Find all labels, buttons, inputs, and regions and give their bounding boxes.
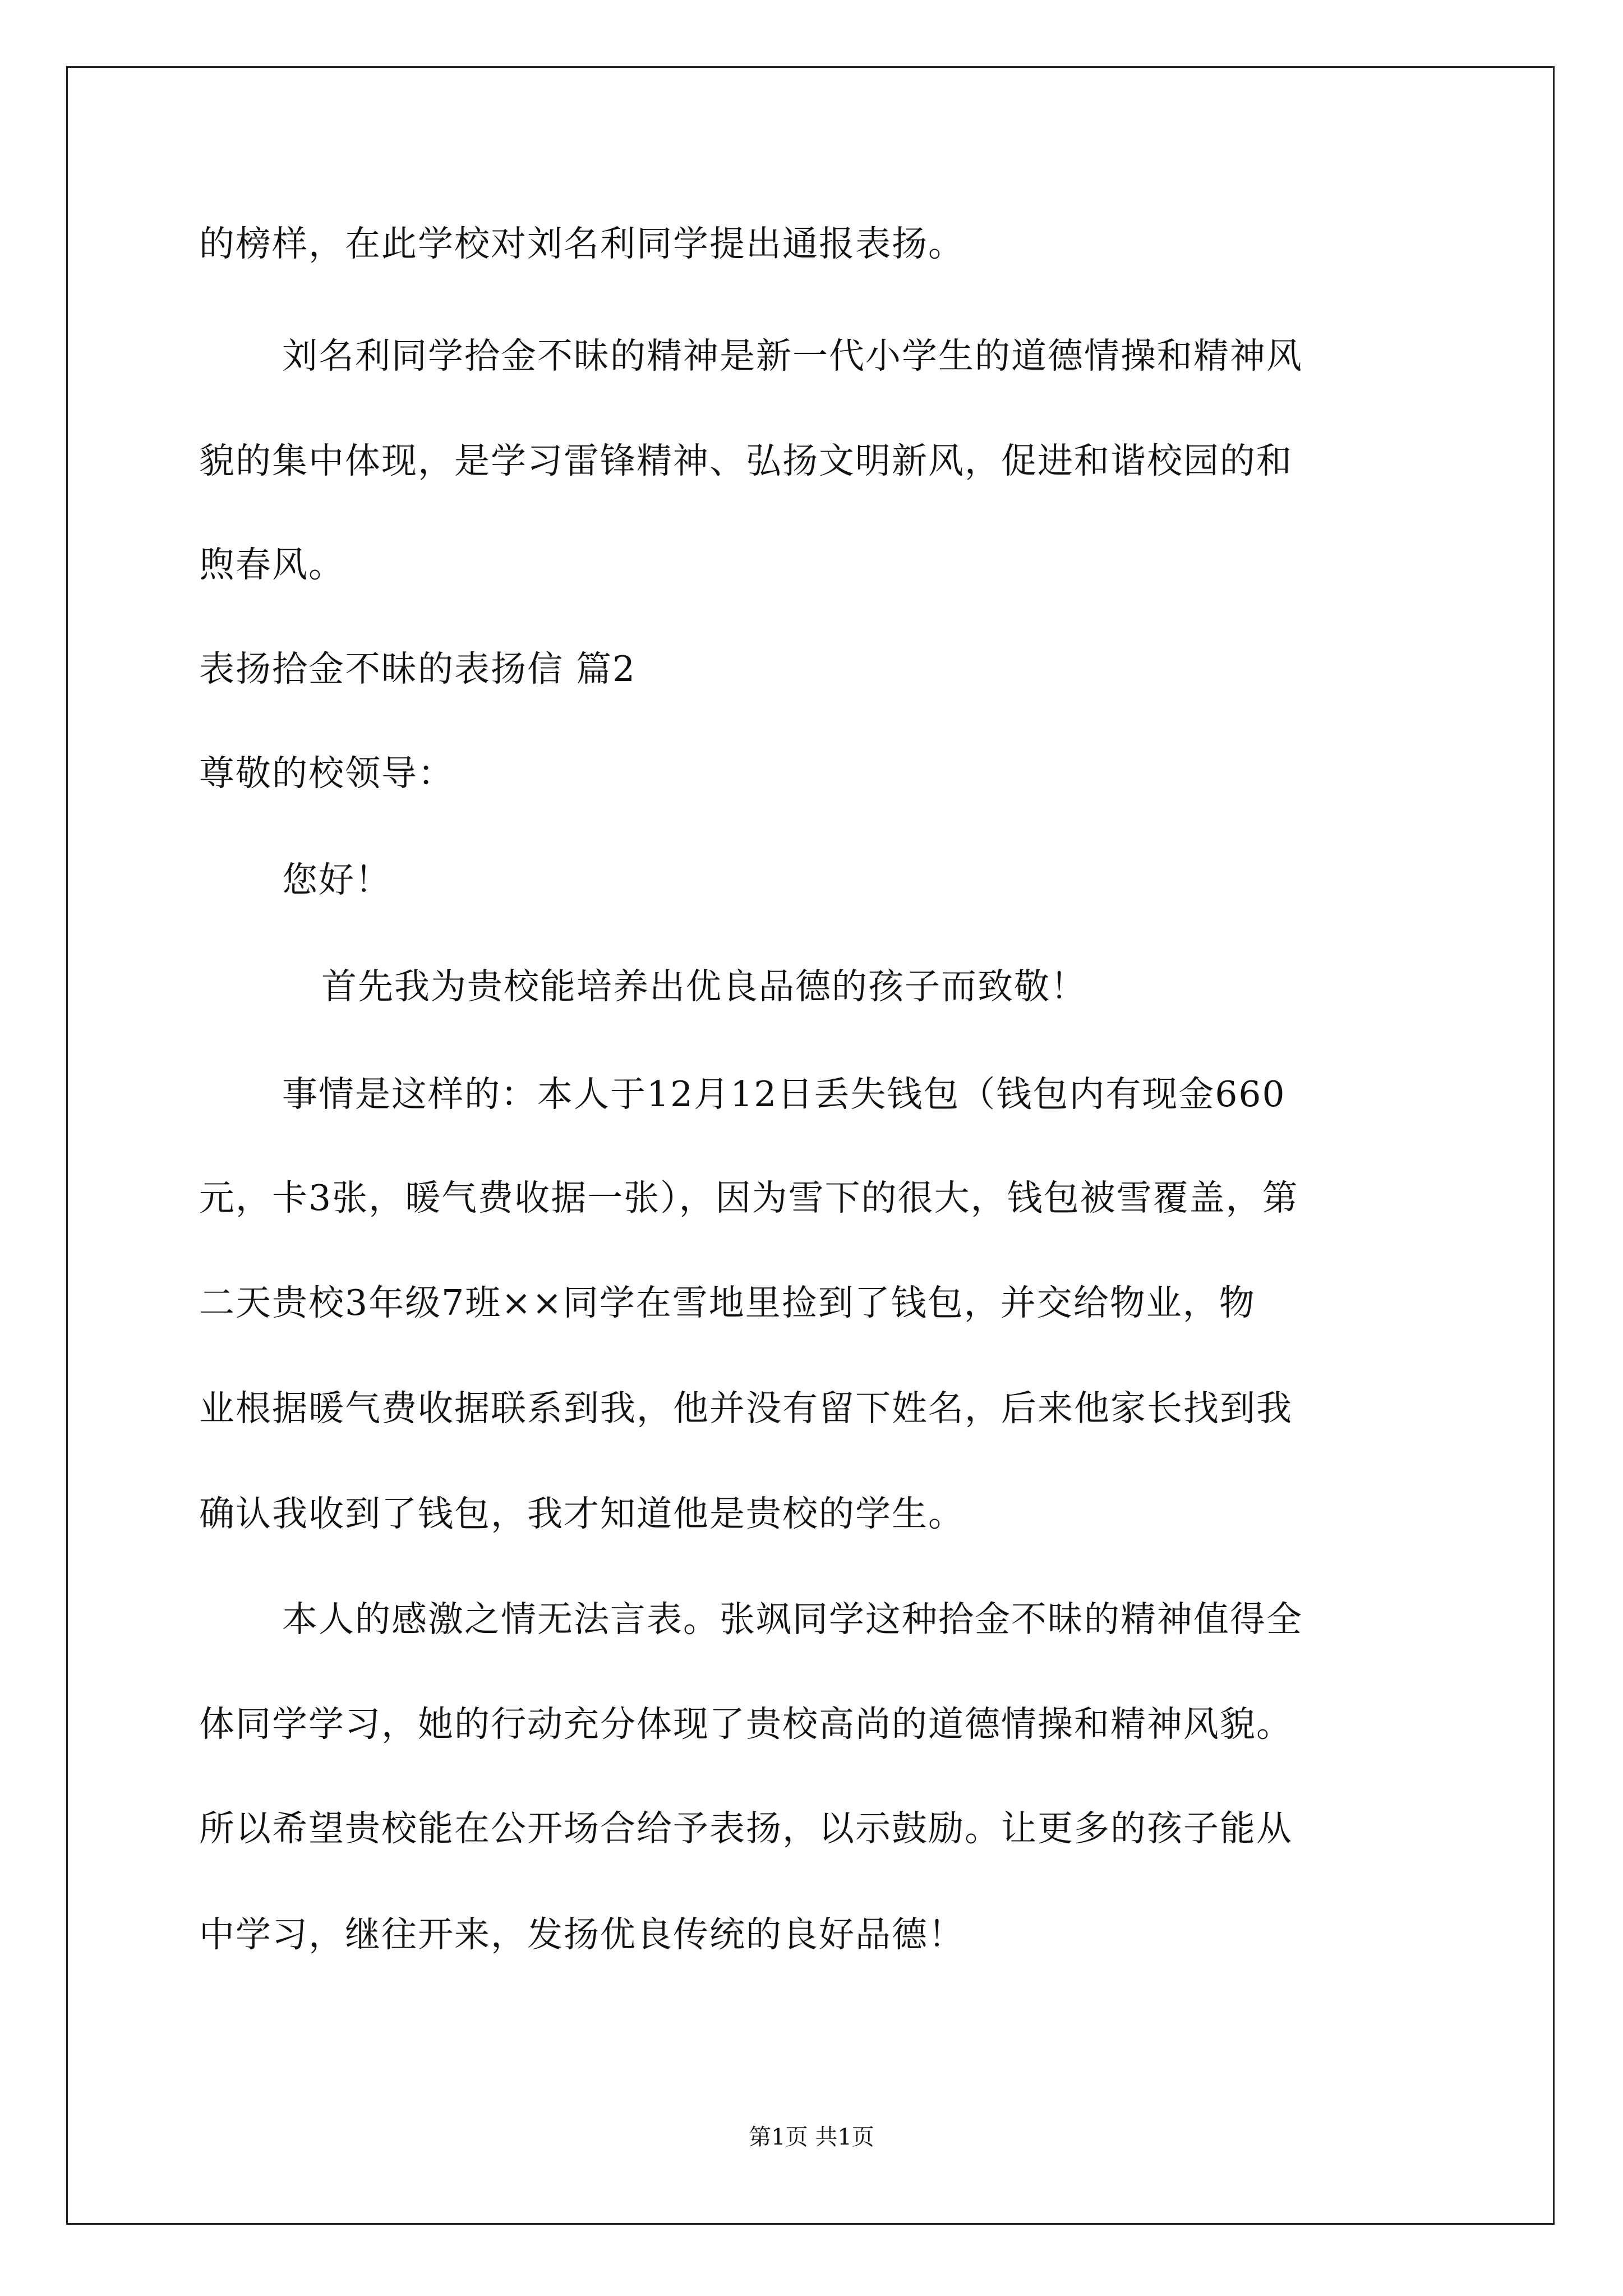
paragraph-line: 煦春风。 xyxy=(199,544,345,585)
page-number: 第1页 共1页 xyxy=(749,2124,874,2150)
greeting: 您好！ xyxy=(282,859,391,900)
paragraph-line: 二天贵校3年级7班××同学在雪地里捡到了钱包，并交给物业，物 xyxy=(199,1282,1256,1323)
paragraph-line: 事情是这样的：本人于12月12日丢失钱包（钱包内有现金660 xyxy=(282,1074,1286,1115)
salutation: 尊敬的校领导： xyxy=(199,753,454,794)
paragraph-line: 貌的集中体现，是学习雷锋精神、弘扬文明新风，促进和谐校园的和 xyxy=(199,440,1293,481)
paragraph-line: 体同学学习，她的行动充分体现了贵校高尚的道德情操和精神风貌。 xyxy=(199,1704,1293,1745)
paragraph-line: 业根据暖气费收据联系到我，他并没有留下姓名，后来他家长找到我 xyxy=(199,1388,1293,1429)
paragraph-line: 中学习，继往开来，发扬优良传统的良好品德！ xyxy=(199,1914,965,1955)
paragraph-line: 刘名利同学拾金不昧的精神是新一代小学生的道德情操和精神风 xyxy=(282,335,1303,376)
section-heading: 表扬拾金不昧的表扬信 篇2 xyxy=(199,648,637,689)
paragraph-line: 元，卡3张，暖气费收据一张），因为雪下的很大，钱包被雪覆盖，第 xyxy=(199,1177,1299,1218)
paragraph-line: 本人的感激之情无法言表。张飒同学这种拾金不昧的精神值得全 xyxy=(282,1599,1303,1640)
paragraph-line: 首先我为贵校能培养出优良品德的孩子而致敬！ xyxy=(321,966,1087,1007)
paragraph-line: 确认我收到了钱包，我才知道他是贵校的学生。 xyxy=(199,1493,965,1534)
page-border xyxy=(66,66,1555,2225)
paragraph-line: 所以希望贵校能在公开场合给予表扬，以示鼓励。让更多的孩子能从 xyxy=(199,1808,1293,1849)
paragraph-line: 的榜样，在此学校对刘名利同学提出通报表扬。 xyxy=(199,223,965,264)
